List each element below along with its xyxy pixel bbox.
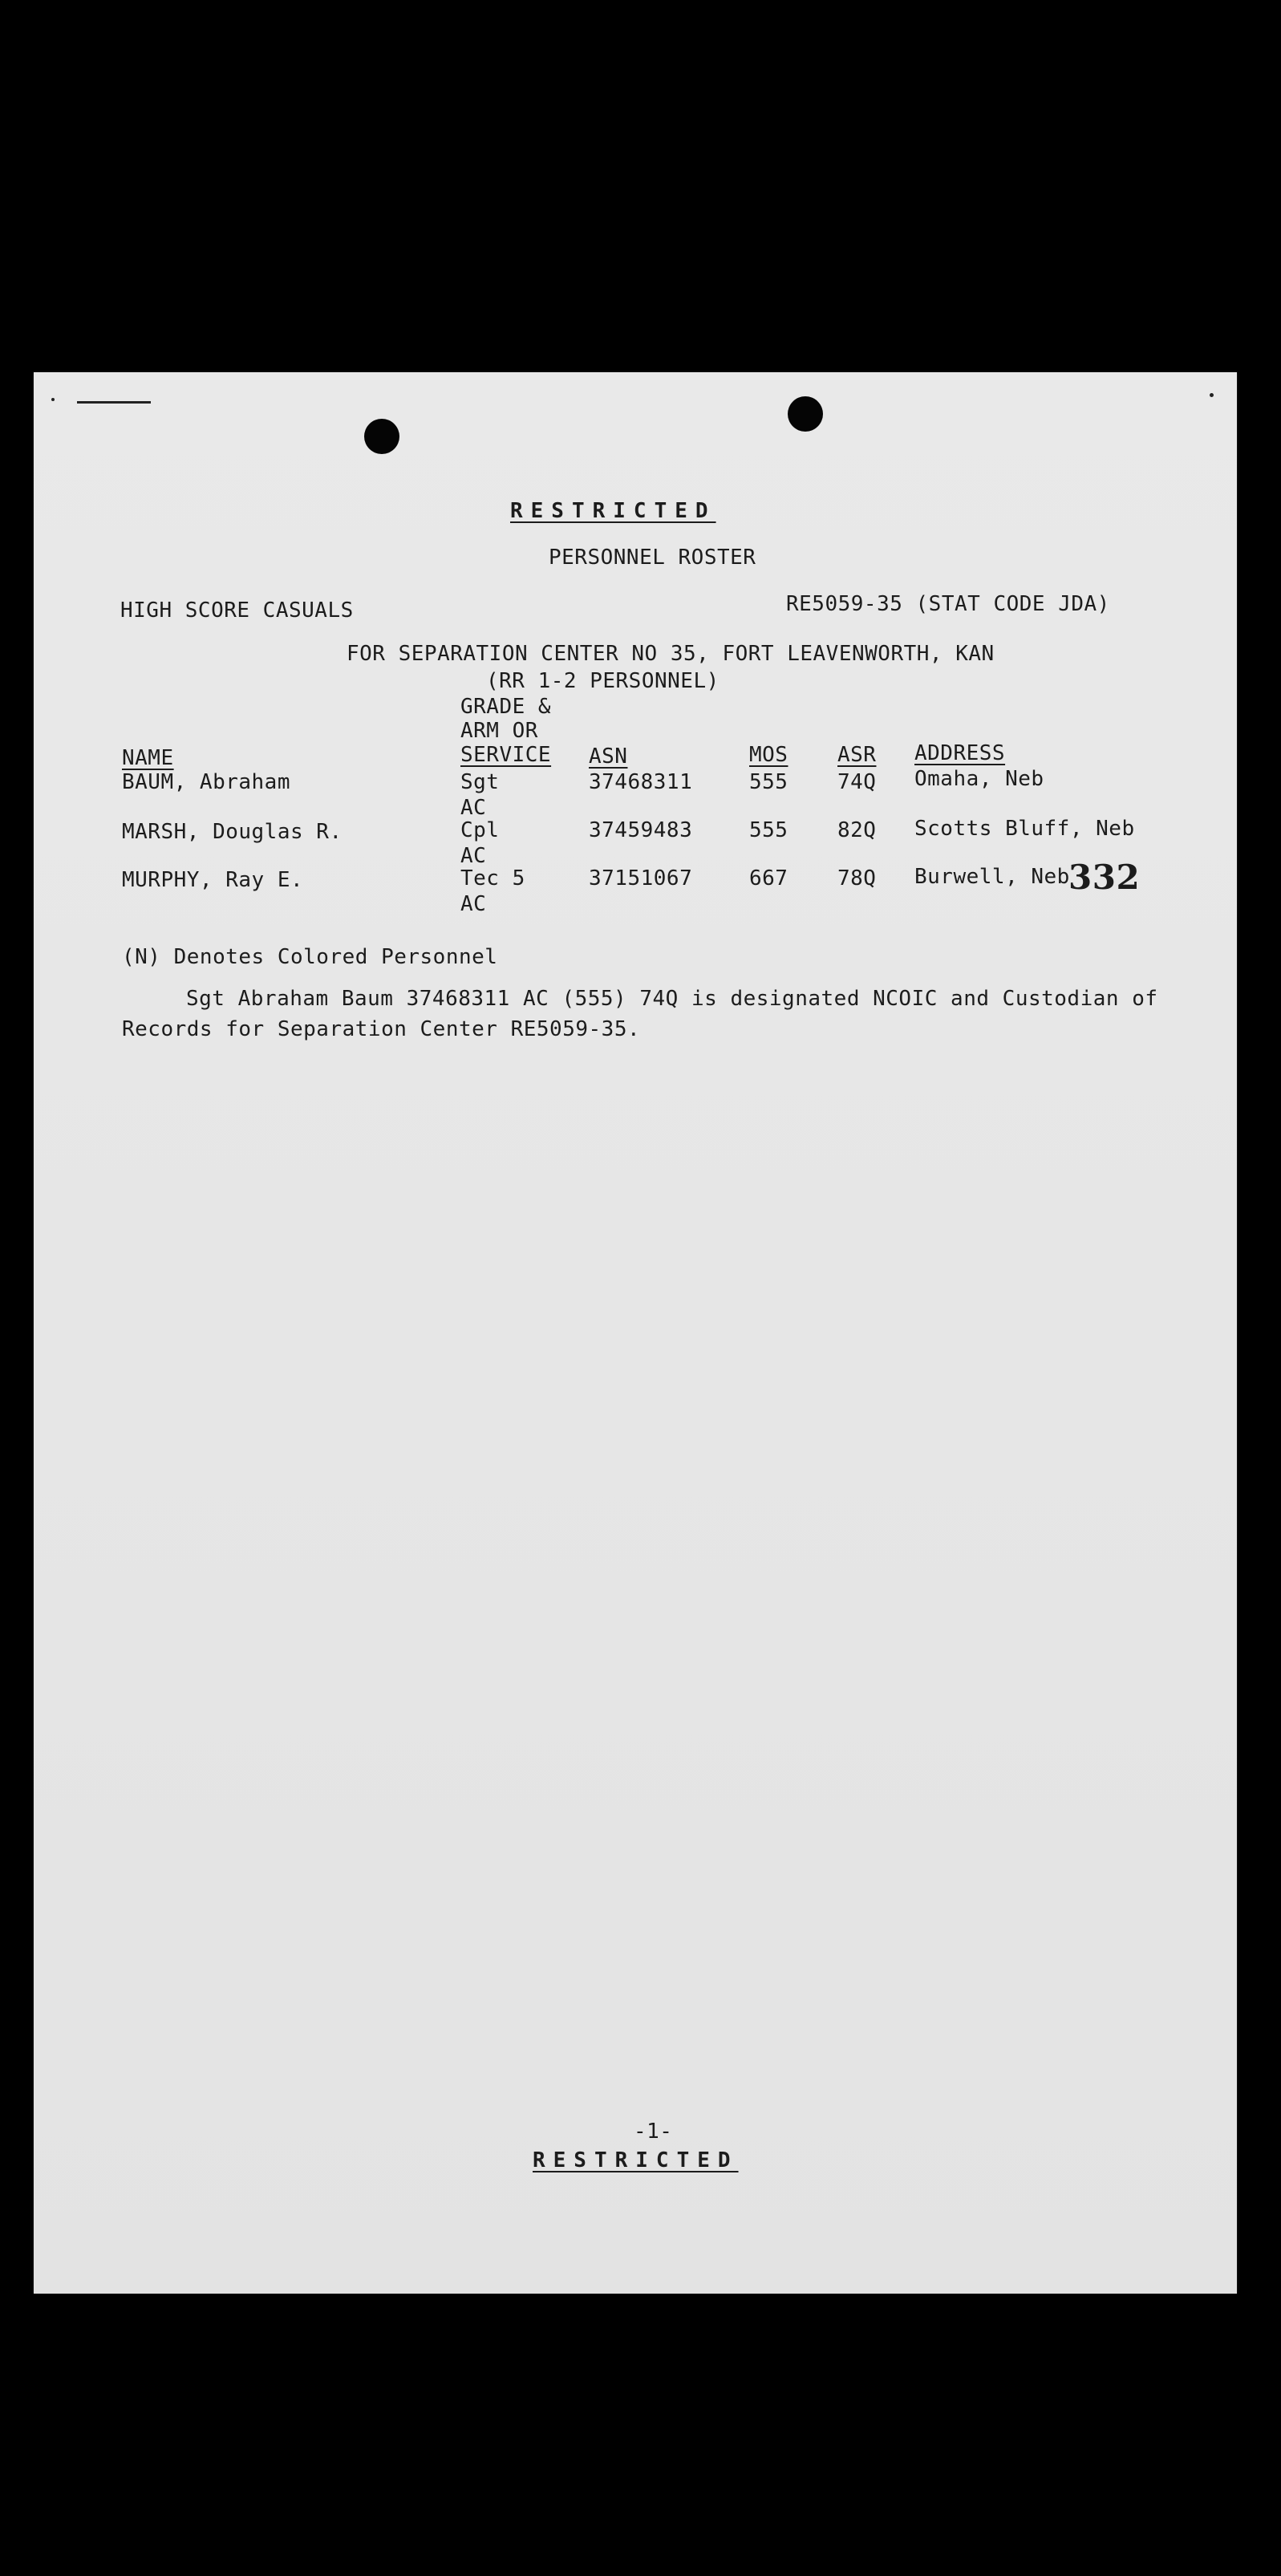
roster-row-3-asr: 78Q [837, 866, 877, 890]
page-number: -1- [634, 2120, 673, 2144]
paper-mark [1210, 393, 1214, 397]
roster-row-3-address: Burwell, Neb [914, 865, 1070, 889]
roster-row-1-name: BAUM, Abraham [122, 770, 290, 794]
column-header-grade-line2: ARM OR [460, 719, 538, 743]
column-header-name: NAME [122, 746, 174, 770]
designation-line-2: Records for Separation Center RE5059-35. [122, 1017, 641, 1041]
column-header-asn: ASN [589, 744, 628, 769]
roster-row-2-asr: 82Q [837, 818, 877, 842]
column-header-address: ADDRESS [914, 741, 1006, 765]
column-header-asr: ASR [837, 743, 877, 767]
roster-row-2-asn: 37459483 [589, 818, 693, 842]
roster-row-1-mos: 555 [749, 770, 788, 794]
roster-row-3-name: MURPHY, Ray E. [122, 868, 304, 892]
punch-hole [788, 396, 823, 432]
roster-code: RE5059-35 (STAT CODE JDA) [786, 592, 1110, 616]
punch-hole [364, 419, 399, 454]
paper-mark [77, 401, 151, 404]
roster-row-2-grade: Cpl [460, 818, 500, 842]
legend-note: (N) Denotes Colored Personnel [122, 945, 498, 969]
roster-row-2-mos: 555 [749, 818, 788, 842]
personnel-group: (RR 1-2 PERSONNEL) [486, 669, 720, 693]
classification-top: RESTRICTED [510, 499, 716, 523]
roster-row-1-asr: 74Q [837, 770, 877, 794]
roster-row-1-arm: AC [460, 796, 487, 820]
column-header-grade-line3: SERVICE [460, 743, 552, 767]
roster-row-2-name: MARSH, Douglas R. [122, 820, 343, 844]
roster-row-3-grade: Tec 5 [460, 866, 525, 890]
document-title: PERSONNEL ROSTER [549, 546, 756, 570]
roster-row-3-asn: 37151067 [589, 866, 693, 890]
stamped-number: 332 [1068, 858, 1141, 897]
document-page [34, 372, 1237, 2294]
classification-bottom: RESTRICTED [533, 2148, 739, 2172]
roster-row-3-mos: 667 [749, 866, 788, 890]
roster-row-1-grade: Sgt [460, 770, 500, 794]
paper-mark [51, 398, 55, 401]
designation-line-1: Sgt Abraham Baum 37468311 AC (555) 74Q is designated NCOIC and Custodian of [186, 987, 1158, 1011]
roster-row-1-address: Omaha, Neb [914, 767, 1044, 791]
destination-line: FOR SEPARATION CENTER NO 35, FORT LEAVENWORTH, KAN [347, 642, 995, 666]
roster-category: HIGH SCORE CASUALS [120, 598, 354, 623]
roster-row-3-arm: AC [460, 892, 487, 916]
roster-row-1-asn: 37468311 [589, 770, 693, 794]
column-header-grade-line1: GRADE & [460, 695, 552, 719]
roster-row-2-address: Scotts Bluff, Neb [914, 817, 1135, 841]
roster-row-2-arm: AC [460, 844, 487, 868]
column-header-mos: MOS [749, 743, 788, 767]
